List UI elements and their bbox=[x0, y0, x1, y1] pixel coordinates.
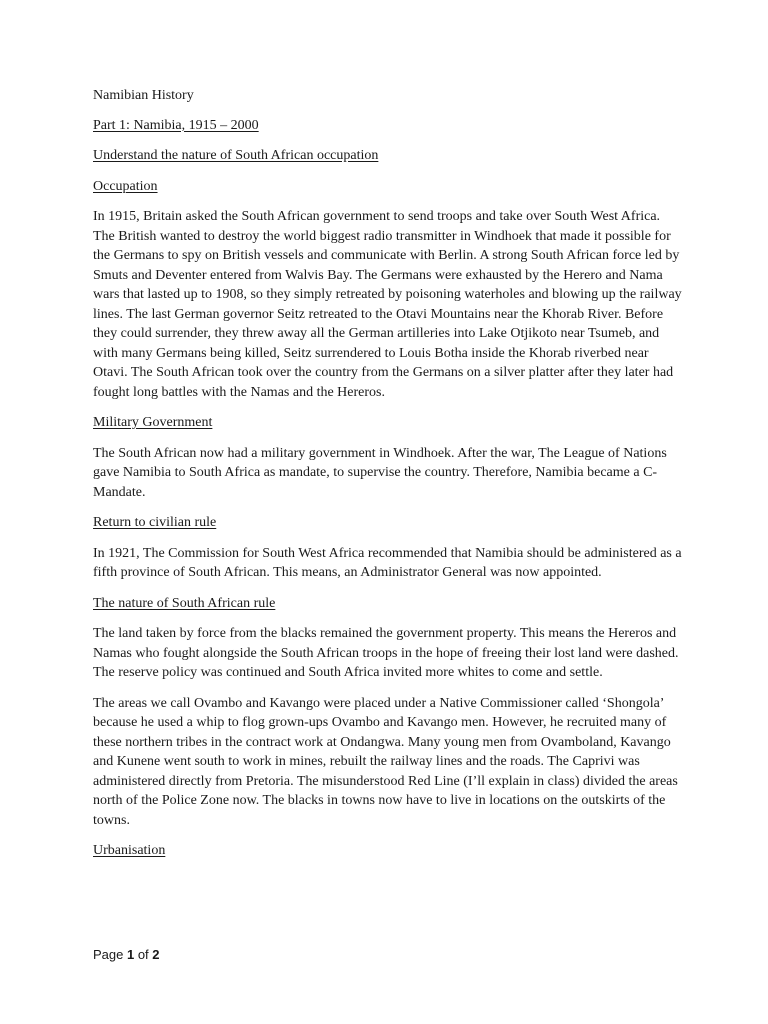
paragraph-nature-of-rule-2: The areas we call Ovambo and Kavango were placed under a Native Commissioner called ‘Shongola’ because he used a whip to flog grown-ups Ovambo and Kavango men. However, he recruited many of these northern tribes in the contract work at Ondangwa. Many young men from Ovamboland, Kavango and Kunene went south to work in mines, rebuilt the railway lines and the roads. The Caprivi was administered directly from Pretoria. The misunderstood Red Line (I’ll explain in class) divided the areas north of the Police Zone now. The blacks in towns now have to live in locations on the outskirts of the towns. bbox=[93, 695, 678, 828]
section-heading-military-government: Military Government bbox=[93, 415, 213, 430]
page-number-footer bbox=[93, 945, 160, 965]
paragraph-civilian-rule: In 1921, The Commission for South West Africa recommended that Namibia should be administered as a fifth province of South African. This means, an Administrator General was now appointed. bbox=[93, 545, 682, 580]
section-heading-urbanisation: Urbanisation bbox=[93, 843, 166, 858]
section-heading-civilian-rule: Return to civilian rule bbox=[93, 515, 217, 530]
document-body bbox=[93, 86, 683, 872]
total-page-number: 2 bbox=[152, 947, 160, 962]
objective-heading: Understand the nature of South African occupation bbox=[93, 148, 379, 163]
paragraph-occupation: In 1915, Britain asked the South African government to send troops and take over South West Africa. The British wanted to destroy the world biggest radio transmitter in Windhoek that made it possible for the Germans to spy on British vessels and communicate with Berlin. A strong South African force led by Smuts and Deventer entered from Walvis Bay. The Germans were exhausted by the Herero and Nama wars that lasted up to 1908, so they simply retreated by poisoning waterholes and blowing up the railway lines. The last German governor Seitz retreated to the Otavi Mountains near the Khorab River. Before they could surrender, they threw away all the German artilleries into Lake Otjikoto near Tsumeb, and with many Germans being killed, Seitz surrendered to Louis Botha inside the Khorab riverbed near Otavi. The South African took over the country from the Germans on a silver platter after they later had fought long battles with the Namas and the Hereros. bbox=[93, 209, 682, 400]
section-heading-occupation: Occupation bbox=[93, 178, 158, 194]
document-title: Namibian History bbox=[93, 88, 194, 103]
paragraph-military-government: The South African now had a military government in Windhoek. After the war, The League of Nations gave Namibia to South Africa as mandate, to supervise the country. Therefore, Namibia became a C-Mandate. bbox=[93, 445, 667, 500]
part-heading: Part 1: Namibia, 1915 – 2000 bbox=[93, 117, 259, 133]
section-heading-nature-of-rule: The nature of South African rule bbox=[93, 595, 276, 611]
page-label: Page bbox=[93, 947, 127, 962]
current-page-number: 1 bbox=[126, 947, 135, 962]
page-of-label: of bbox=[134, 947, 153, 962]
paragraph-nature-of-rule-1: The land taken by force from the blacks remained the government property. This means the Hereros and Namas who fought alongside the South African troops in the hope of freeing their lost land were dashed. The reserve policy was continued and South Africa invited more whites to come and settle. bbox=[93, 626, 679, 680]
